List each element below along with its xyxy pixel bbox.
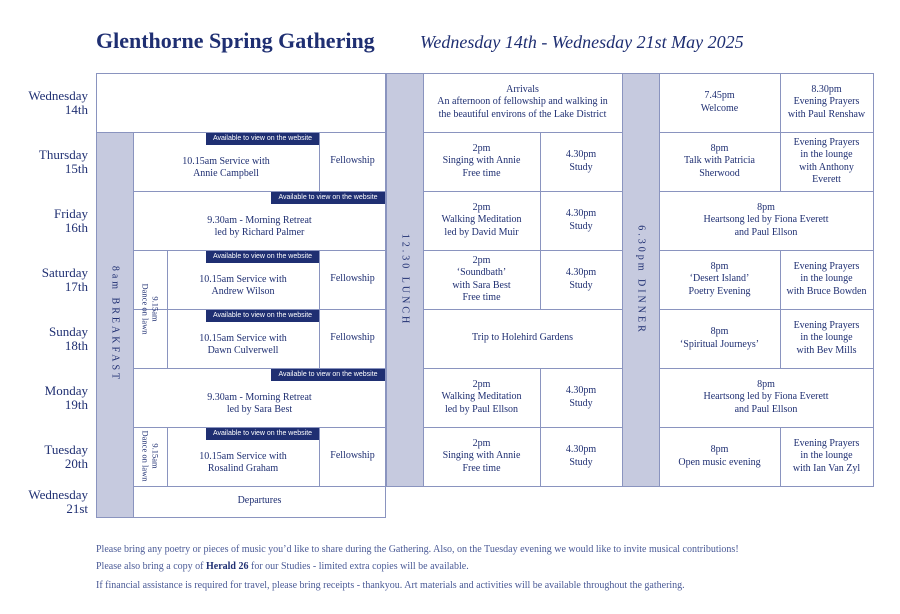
website-badge-tue[interactable]: Available to view on the website	[206, 428, 319, 440]
study-tue: 4.30pm Study	[565, 444, 597, 468]
study-sat: 4.30pm Study	[565, 267, 597, 291]
study-thu: 4.30pm Study	[565, 149, 597, 173]
day-label-sun18: Sunday 18th	[49, 324, 88, 353]
note-music: Please bring any poetry or pieces of music you’d like to share during the Gathering. Also, on the Tuesday evening we would like to invite musical contributions!	[96, 544, 739, 555]
evening-thu: 8pm Talk with Patricia Sherwood	[684, 142, 755, 179]
evening-mon: 8pm Heartsong led by Fiona Everett and Paul Ellson	[703, 378, 829, 415]
page-title: Glenthorne Spring Gathering	[96, 28, 375, 53]
dance-on-lawn-tue: 9.15am Dance on lawn	[141, 430, 161, 482]
website-badge-thu[interactable]: Available to view on the website	[206, 133, 319, 145]
morning-sun: 10.15am Service with Dawn Culverwell	[199, 332, 287, 356]
afternoon-thu: 2pm Singing with Annie Free time	[442, 142, 521, 179]
breakfast-label: 8am BREAKFAST	[109, 265, 121, 383]
afternoon-tue: 2pm Singing with Annie Free time	[442, 437, 521, 474]
website-badge-sat[interactable]: Available to view on the website	[206, 251, 319, 263]
morning-mon: 9.30am - Morning Retreat led by Sara Best	[207, 391, 312, 415]
evening-sun: 8pm ‘Spiritual Journeys’	[679, 326, 760, 350]
day-label-mon19: Monday 19th	[44, 383, 88, 412]
prayers-thu: Evening Prayers in the lounge with Anthony Everett	[793, 136, 860, 185]
evening-fri: 8pm Heartsong led by Fiona Everett and Paul Ellson	[703, 201, 829, 238]
day-label-wed14: Wednesday 14th	[28, 88, 88, 117]
prayers-tue: Evening Prayers in the lounge with Ian Van Zyl	[792, 437, 861, 474]
prayers-sat: Evening Prayers in the lounge with Bruce Bowden	[786, 260, 867, 297]
evening-sat: 8pm ‘Desert Island’ Poetry Evening	[688, 260, 751, 297]
afternoon-mon: 2pm Walking Meditation led by Paul Ellson	[441, 378, 522, 415]
morning-sat: 10.15am Service with Andrew Wilson	[199, 273, 287, 297]
fellowship-sat: Fellowship	[330, 273, 375, 285]
prayers-sun: Evening Prayers in the lounge with Bev Mills	[793, 319, 860, 356]
afternoon-fri: 2pm Walking Meditation led by David Muir	[441, 201, 522, 238]
event-dates: Wednesday 14th - Wednesday 21st May 2025	[420, 32, 744, 52]
day-label-wed21: Wednesday 21st	[28, 487, 88, 516]
fellowship-sun: Fellowship	[330, 332, 375, 344]
afternoon-sat: 2pm ‘Soundbath’ with Sara Best Free time	[452, 254, 511, 303]
day-label-tue20: Tuesday 20th	[44, 442, 88, 471]
dance-on-lawn-sat: 9.15am Dance on lawn	[141, 283, 161, 335]
website-badge-sun[interactable]: Available to view on the website	[206, 310, 319, 322]
dinner-label: 6.30pm DINNER	[635, 225, 647, 335]
lunch-label: 12.30 LUNCH	[399, 233, 411, 327]
fellowship-thu: Fellowship	[330, 155, 375, 167]
study-mon: 4.30pm Study	[565, 385, 597, 409]
fellowship-tue: Fellowship	[330, 450, 375, 462]
study-fri: 4.30pm Study	[565, 208, 597, 232]
morning-fri: 9.30am - Morning Retreat led by Richard Palmer	[207, 214, 312, 238]
evening-wed: 7.45pm Welcome	[700, 90, 739, 114]
website-badge-fri[interactable]: Available to view on the website	[271, 192, 385, 204]
website-badge-mon[interactable]: Available to view on the website	[271, 369, 385, 381]
departures: Departures	[237, 495, 282, 507]
evening-tue: 8pm Open music evening	[678, 444, 761, 468]
day-label-fri16: Friday 16th	[54, 206, 88, 235]
note-financial: If financial assistance is required for travel, please bring receipts - thankyou. Art materials and activities will be available throughout the gathering.	[96, 580, 685, 591]
afternoon-wed: Arrivals An afternoon of fellowship and walking in the beautiful environs of the Lake District	[437, 83, 608, 120]
afternoon-sun: Trip to Holehird Gardens	[471, 332, 573, 344]
day-label-thu15: Thursday 15th	[38, 147, 88, 176]
day-label-sat17: Saturday 17th	[41, 265, 88, 294]
note-herald: Please also bring a copy of Herald 26 for our Studies - limited extra copies will be available.	[96, 561, 469, 572]
morning-tue: 10.15am Service with Rosalind Graham	[199, 450, 287, 474]
morning-thu: 10.15am Service with Annie Campbell	[182, 155, 270, 179]
prayers-wed: 8.30pm Evening Prayers with Paul Renshaw	[787, 83, 866, 120]
